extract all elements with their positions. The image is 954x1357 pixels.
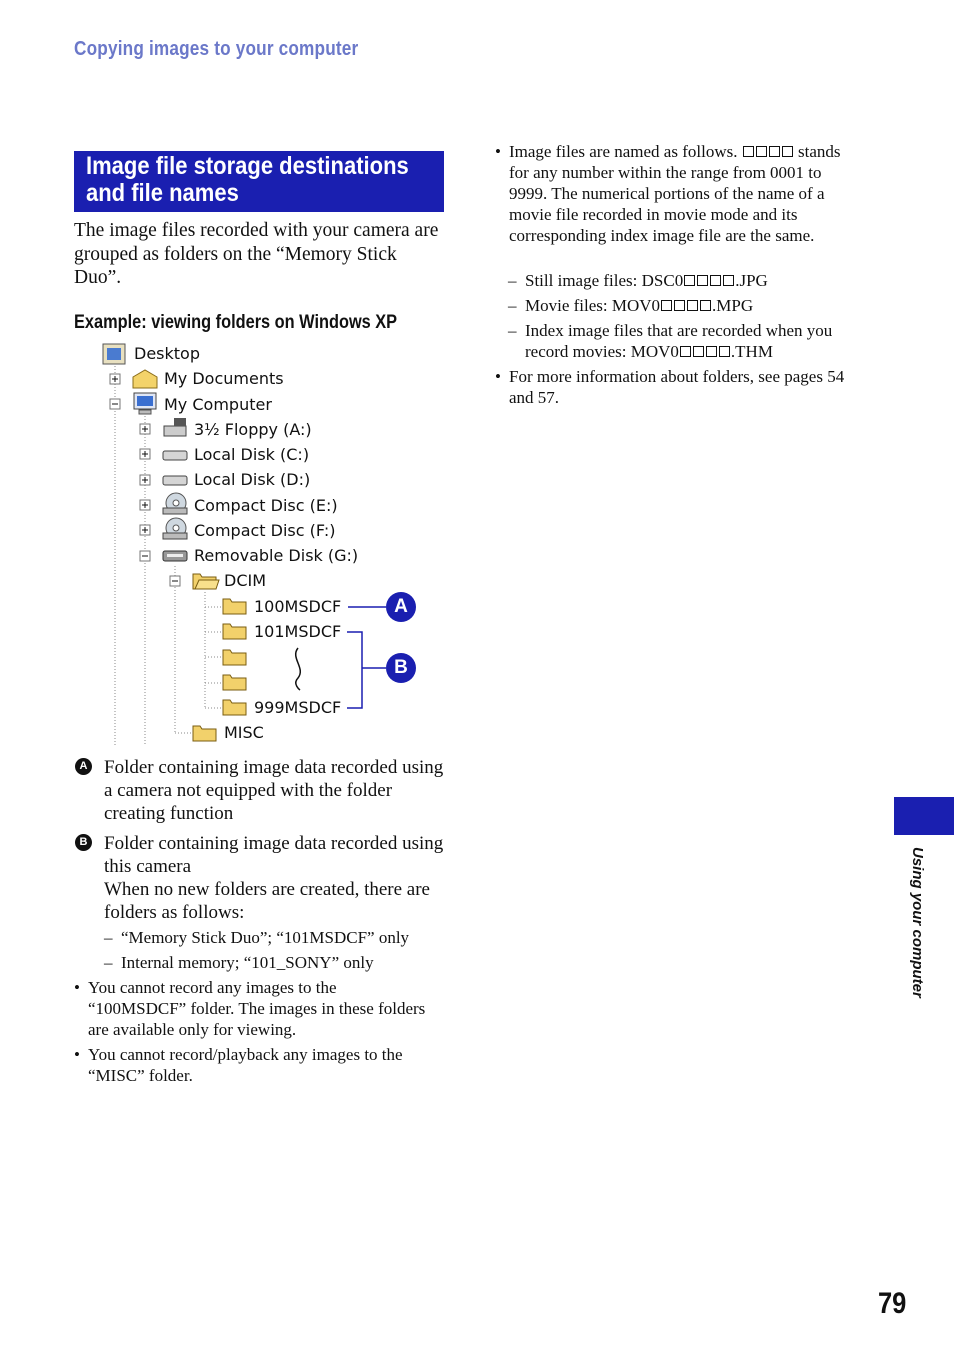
my-computer-icon <box>134 393 156 414</box>
local-disk-d-icon <box>163 476 187 485</box>
running-head: Copying images to your computer <box>74 38 359 60</box>
folder-blank-1-icon <box>223 650 246 665</box>
left-bullet-1: • You cannot record any images to the “100MSDCF” folder. The images in these folders are available only for viewing. <box>74 978 426 1039</box>
folder-blank-2-icon <box>223 675 246 690</box>
tree-item-100msdcf: 100MSDCF <box>254 597 342 616</box>
intro-paragraph: The image files recorded with your camera are grouped as folders on the “Memory Stick Duo”. <box>74 220 439 288</box>
side-tab-label: Using your computer <box>909 847 926 998</box>
tree-item-compact-disc-f: Compact Disc (F:) <box>194 521 336 540</box>
dcim-open-folder-icon <box>193 574 219 589</box>
right-bullet-2: • For more information about folders, see pages 54 and 57. <box>495 367 845 407</box>
tree-item-my-documents: My Documents <box>164 369 284 388</box>
callout-a: A <box>386 592 416 622</box>
section-title-line-2: and file names <box>86 179 239 207</box>
local-disk-c-icon <box>163 451 187 460</box>
compact-disc-e-icon <box>163 493 187 514</box>
desktop-icon <box>103 344 125 364</box>
tree-item-local-disk-d: Local Disk (D:) <box>194 470 311 489</box>
tree-item-101msdcf: 101MSDCF <box>254 622 342 641</box>
side-tab <box>894 797 954 835</box>
misc-folder-icon <box>193 726 216 741</box>
legend-b-text-2: When no new folders are created, there are folders as follows: <box>104 879 430 923</box>
legend-b-text <box>104 832 449 924</box>
legend-b-sub-2: – Internal memory; “101_SONY” only <box>104 953 374 972</box>
example-heading: Example: viewing folders on Windows XP <box>74 312 398 333</box>
tree-item-desktop: Desktop <box>134 344 200 363</box>
folder-999-icon <box>223 700 246 715</box>
callout-b: B <box>386 653 416 683</box>
tree-item-removable-disk: Removable Disk (G:) <box>194 546 359 565</box>
section-title-line-1: Image file storage destinations <box>86 152 409 180</box>
tree-item-compact-disc-e: Compact Disc (E:) <box>194 496 338 515</box>
section-title <box>86 153 447 207</box>
floppy-drive-icon <box>164 418 186 436</box>
folder-101-icon <box>223 624 246 639</box>
left-bullet-2: • You cannot record/playback any images to the “MISC” folder. <box>74 1045 403 1085</box>
legend-b-sub-1: – “Memory Stick Duo”; “101MSDCF” only <box>104 928 410 947</box>
my-documents-icon <box>133 370 157 388</box>
tree-item-999msdcf: 999MSDCF <box>254 698 342 717</box>
ellipsis-wave-icon <box>296 648 301 690</box>
legend-b-mark: B <box>75 834 92 851</box>
legend-a-mark: A <box>75 758 92 775</box>
section-title-box <box>74 151 444 212</box>
movie-files: – Movie files: MOV0 .MPG <box>508 296 754 315</box>
right-bullet-1: • Image files are named as follows. stands for any number within the range from 0001 to 9999. The numerical portions of the name of a movie file recorded in movie mode and its corresponding index image file are the same. <box>495 142 841 245</box>
removable-disk-icon <box>163 551 187 561</box>
index-image-files: – Index image files that are recorded when you <box>508 321 833 340</box>
still-image-files: – Still image files: DSC0 .JPG <box>508 271 768 290</box>
index-image-files-line-2: record movies: MOV0 .THM <box>525 342 773 361</box>
tree-item-misc: MISC <box>224 723 264 742</box>
digit-placeholder-icon <box>742 142 794 161</box>
legend-b-text-1: Folder containing image data recorded using this camera <box>104 833 444 877</box>
compact-disc-f-icon <box>163 518 187 539</box>
tree-item-my-computer: My Computer <box>164 395 272 414</box>
tree-item-floppy: 3½ Floppy (A:) <box>194 420 312 439</box>
tree-item-local-disk-c: Local Disk (C:) <box>194 445 310 464</box>
tree-item-dcim: DCIM <box>224 571 267 590</box>
folder-100-icon <box>223 599 246 614</box>
page-number: 79 <box>878 1287 907 1320</box>
legend-a-text: Folder containing image data recorded using a camera not equipped with the folder creating function <box>104 757 444 824</box>
